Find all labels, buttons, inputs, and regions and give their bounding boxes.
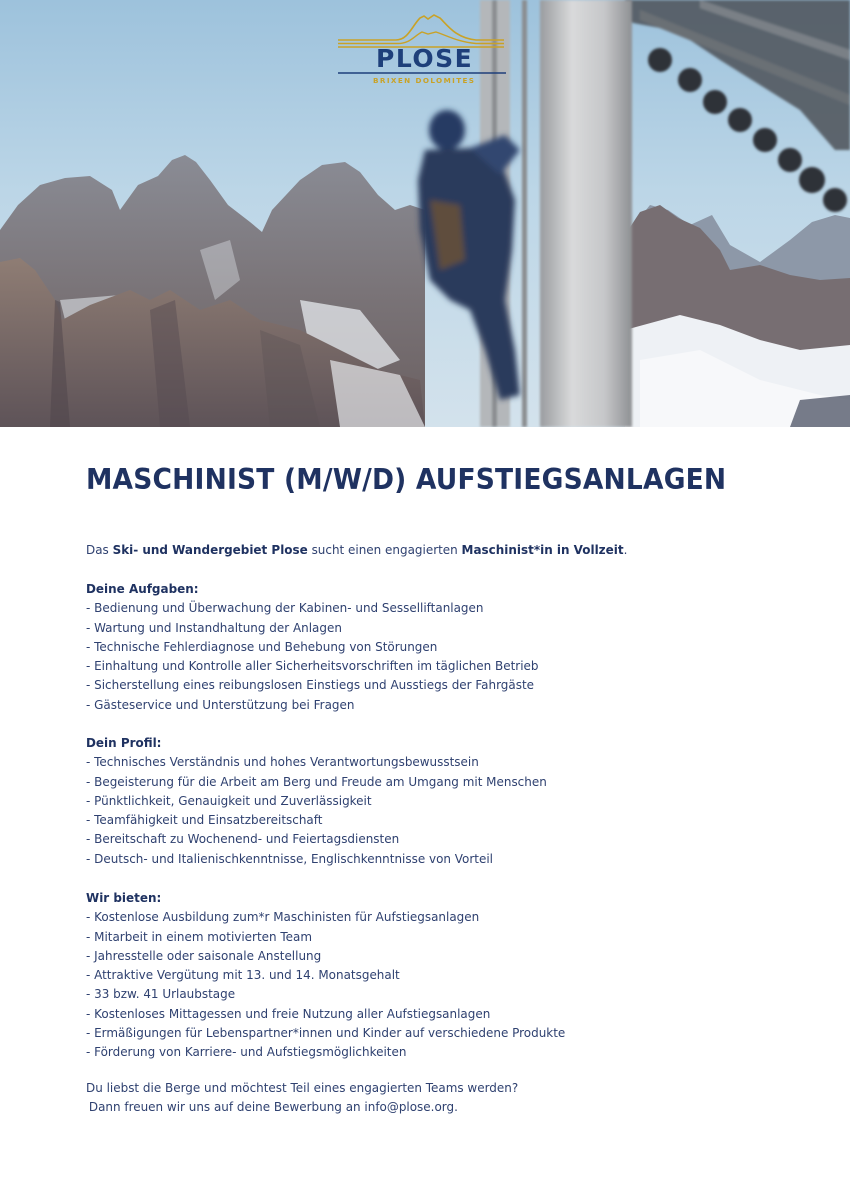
list-item: - Mitarbeit in einem motivierten Team [86, 928, 313, 944]
section-offer [86, 888, 808, 1062]
list-item: - Kostenlose Ausbildung zum*r Maschinisten für Aufstiegsanlagen [86, 909, 480, 925]
list-item: - Teamfähigkeit und Einsatzbereitschaft [86, 812, 323, 828]
job-title: MASCHINIST (M/W/D) AUFSTIEGSANLAGEN [86, 463, 727, 496]
intro-text: Das [86, 542, 113, 557]
list-item: - Pünktlichkeit, Genauigkeit und Zuverlässigkeit [86, 792, 372, 808]
list-item: - Jahresstelle oder saisonale Anstellung [86, 947, 322, 963]
list-item: - Deutsch- und Italienischkenntnisse, Englischkenntnisse von Vorteil [86, 850, 493, 866]
intro-paragraph [86, 540, 751, 559]
section-heading: Wir bieten: [86, 890, 162, 905]
section-profile [86, 733, 808, 868]
list-item: - Gästeservice und Unterstützung bei Fragen [86, 696, 355, 712]
list-item: - Bedienung und Überwachung der Kabinen- und Sesselliftanlagen [86, 600, 484, 616]
list-item: - Wartung und Instandhaltung der Anlagen [86, 619, 342, 635]
list-item: - Bereitschaft zu Wochenend- und Feiertagsdiensten [86, 831, 400, 847]
list-item: - Technische Fehlerdiagnose und Behebung von Störungen [86, 638, 438, 654]
list-item: - Sicherstellung eines reibungslosen Einstiegs und Ausstiegs der Fahrgäste [86, 677, 534, 693]
logo-wordmark: PLOSE [376, 44, 474, 73]
closing-line-contact: Dann freuen wir uns auf deine Bewerbung an info@plose.org. [88, 1099, 458, 1115]
intro-company-bold: Ski- und Wandergebiet Plose [112, 542, 308, 557]
plose-logo [336, 12, 508, 90]
section-tasks [86, 579, 808, 714]
intro-position-bold: Maschinist*in in Vollzeit [461, 542, 624, 557]
list-item: - 33 bzw. 41 Urlaubstage [86, 986, 236, 1002]
list-item: - Begeisterung für die Arbeit am Berg und Freude am Umgang mit Menschen [86, 773, 547, 789]
list-item: - Attraktive Vergütung mit 13. und 14. Monatsgehalt [86, 967, 400, 983]
list-item: - Technisches Verständnis und hohes Verantwortungsbewusstsein [86, 754, 479, 770]
logo-tagline: BRIXEN DOLOMITES [373, 76, 476, 85]
list-item: - Einhaltung und Kontrolle aller Sicherheitsvorschriften im täglichen Betrieb [86, 658, 539, 674]
closing-paragraph [86, 1078, 518, 1117]
list-item: - Förderung von Karriere- und Aufstiegsmöglichkeiten [86, 1044, 407, 1060]
intro-text: . [623, 542, 628, 557]
section-heading: Deine Aufgaben: [86, 581, 199, 596]
closing-line: Du liebst die Berge und möchtest Teil eines engagierten Teams werden? [86, 1080, 519, 1095]
list-item: - Ermäßigungen für Lebenspartner*innen und Kinder auf verschiedene Produkte [86, 1025, 566, 1041]
list-item: - Kostenloses Mittagessen und freie Nutzung aller Aufstiegsanlagen [86, 1005, 491, 1021]
hero-photo [0, 0, 850, 427]
job-posting [86, 460, 786, 1115]
section-heading: Dein Profil: [86, 735, 162, 750]
intro-text: sucht einen engagierten [307, 542, 462, 557]
